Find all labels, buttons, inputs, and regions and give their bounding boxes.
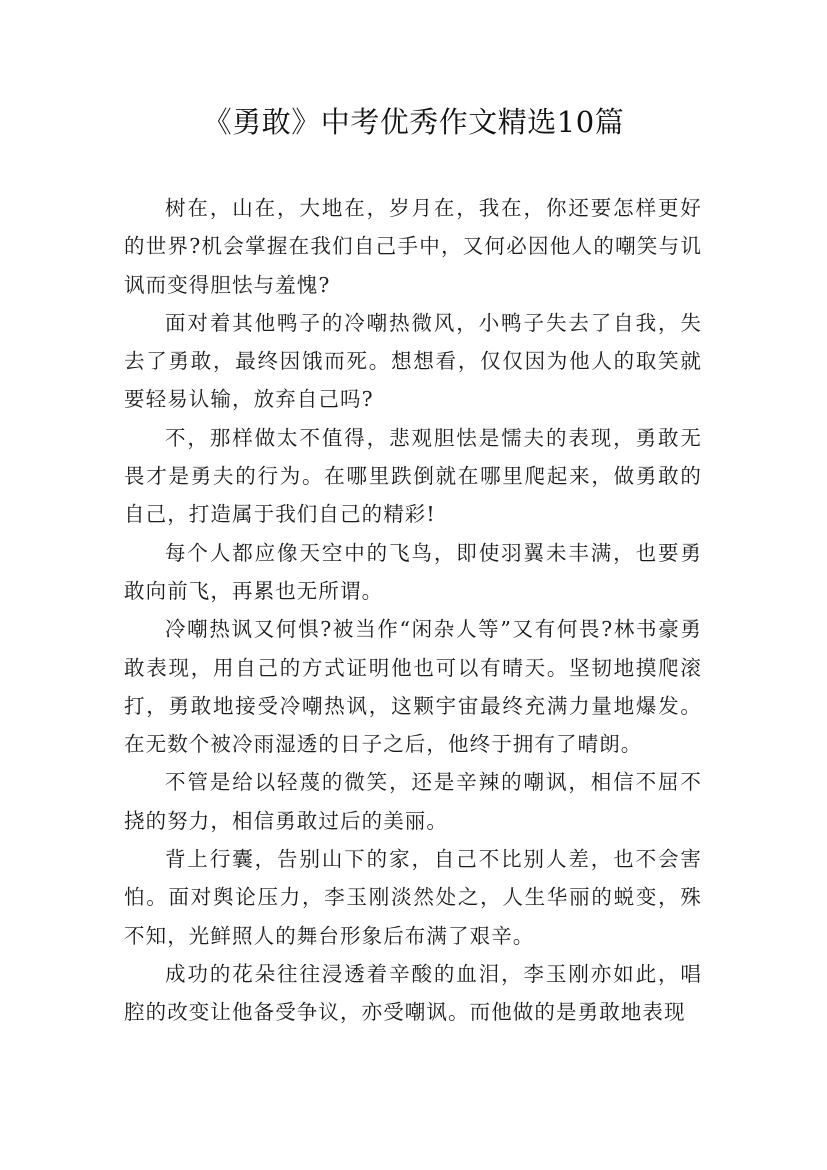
paragraph-7: 背上行囊，告别山下的家，自己不比别人差，也不会害怕。面对舆论压力，李玉刚淡然处之，人生华丽的蜕变，殊不知，光鲜照人的舞台形象后布满了艰辛。 [124, 847, 702, 948]
document-title: 《勇敢》中考优秀作文精选10篇 [202, 105, 625, 139]
paragraph-5: 冷嘲热讽又何惧?被当作“闲杂人等”又有何畏?林书豪勇敢表现，用自己的方式证明他也可以有晴天。坚韧地摸爬滚打，勇敢地接受冷嘲热讽，这颗宇宙最终充满力量地爆发。在无数个被冷雨湿透的日子之后，他终于拥有了晴朗。 [124, 617, 702, 757]
paragraph-1: 树在，山在，大地在，岁月在，我在，你还要怎样更好的世界?机会掌握在我们自己手中，又何必因他人的嘲笑与讥讽而变得胆怯与羞愧? [124, 196, 702, 297]
paragraph-6: 不管是给以轻蔑的微笑，还是辛辣的嘲讽，相信不屈不挠的努力，相信勇敢过后的美丽。 [124, 770, 702, 833]
paragraph-2: 面对着其他鸭子的冷嘲热微风，小鸭子失去了自我，失去了勇敢，最终因饿而死。想想看，仅仅因为他人的取笑就要轻易认输，放弃自己吗? [124, 310, 702, 412]
paragraph-4: 每个人都应像天空中的飞鸟，即使羽翼未丰满，也要勇敢向前飞，再累也无所谓。 [124, 540, 702, 603]
paragraph-3: 不，那样做太不值得，悲观胆怯是懦夫的表现，勇敢无畏才是勇夫的行为。在哪里跌倒就在哪里爬起来，做勇敢的自己，打造属于我们自己的精彩! [124, 425, 702, 527]
paragraph-8: 成功的花朵往往浸透着辛酸的血泪，李玉刚亦如此，唱腔的改变让他备受争议，亦受嘲讽。而他做的是勇敢地表现 [124, 961, 702, 1025]
document-body [124, 189, 702, 1032]
